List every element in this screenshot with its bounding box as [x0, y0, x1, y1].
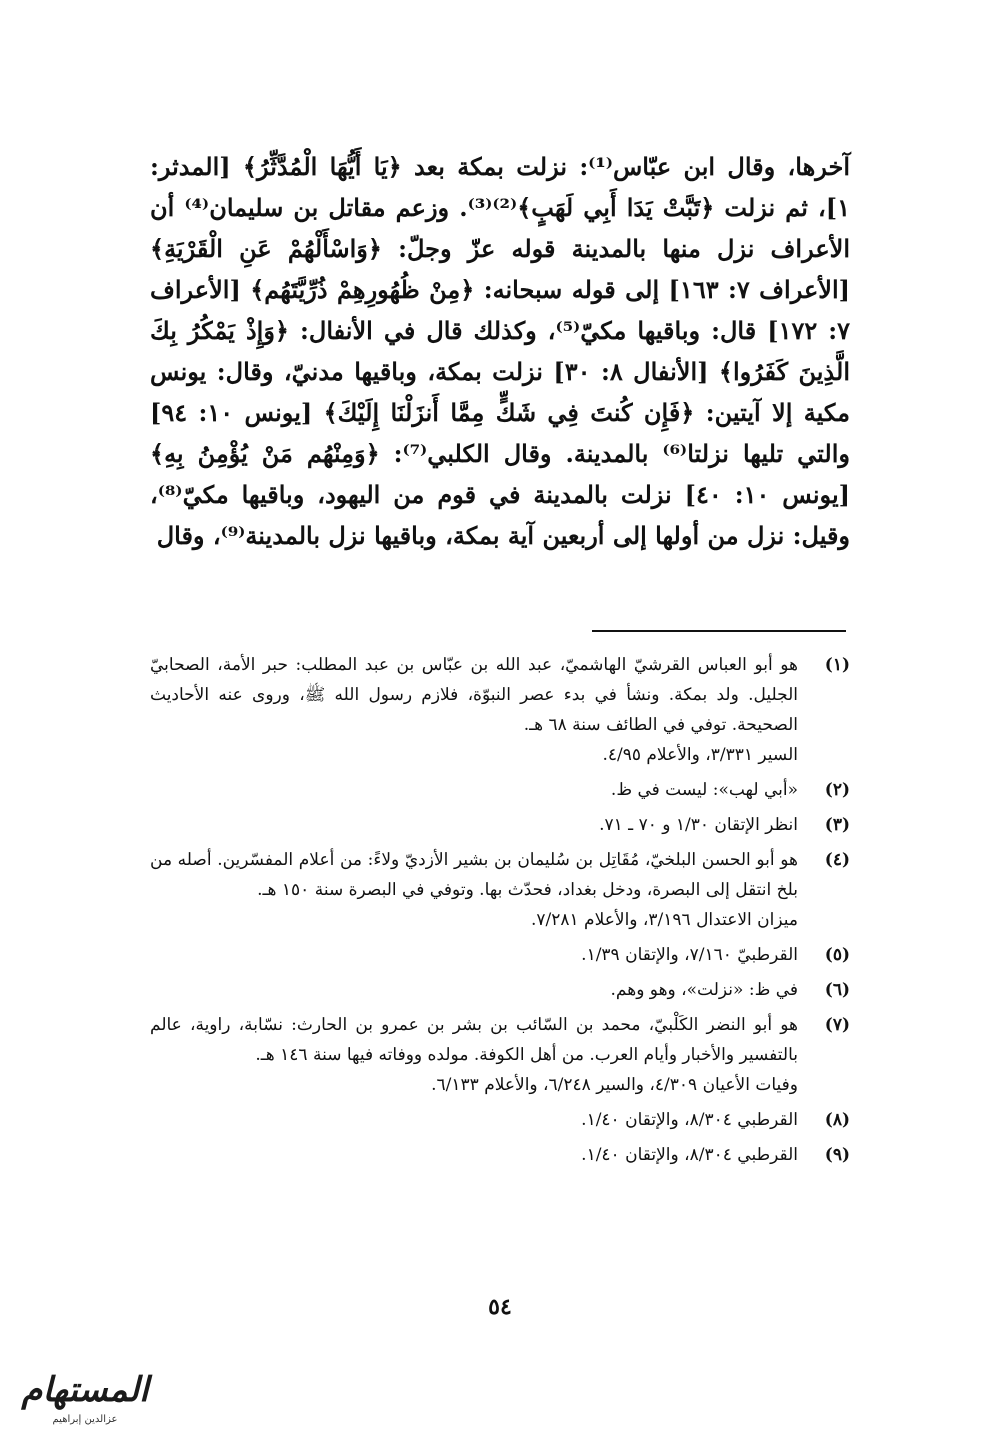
footnote-source: ميزان الاعتدال ٣/١٩٦، والأعلام ٧/٢٨١.	[530, 910, 798, 930]
footnote-8	[150, 1105, 850, 1135]
logo-calligraphy: المستهام	[21, 1370, 149, 1410]
watermark-logo	[10, 1370, 200, 1430]
main-text-block	[150, 146, 850, 556]
footnote-number: (٩)	[824, 1145, 850, 1165]
footnote-source: وفيات الأعيان ٤/٣٠٩، والسير ٦/٢٤٨، والأعلام ٦/١٣٣.	[431, 1075, 798, 1095]
footnote-text: «أبي لهب»: ليست في ظ.	[610, 780, 798, 800]
logo-subtext: عزالدين إبراهيم	[52, 1414, 118, 1425]
footnote-3	[150, 810, 850, 840]
footnote-text: هو أبو الحسن البلخيّ، مُقَاتِل بن سُليمان بن بشير الأزديّ ولاءً: من أعلام المفسّرين. أصله من بلخ انتقل إلى البصرة، ودخل بغداد، فحدّث بها. وتوفي في البصرة سنة ١٥٠ هـ.	[150, 850, 798, 900]
footnote-number: (٦)	[824, 980, 850, 1000]
footnote-number: (٨)	[824, 1110, 850, 1130]
footnote-number: (٣)	[824, 815, 850, 835]
page-number: ٥٤	[488, 1294, 512, 1320]
footnote-text: هو أبو العباس القرشيّ الهاشميّ، عبد الله بن عبّاس بن عبد المطلب: حبر الأمة، الصحابيّ الجليل. ولد بمكة. ونشأ في بدء عصر النبوّة، فلازم رسول الله ﷺ، وروى عنه الأحاديث الصحيحة. توفي في الطائف سنة ٦٨ هـ.	[150, 655, 798, 735]
footnote-text: انظر الإتقان ١/٣٠ و ٧٠ ـ ٧١.	[599, 815, 798, 835]
main-paragraph: آخرها، وقال ابن عبّاس⁽¹⁾: نزلت بمكة بعد ﴿يَا أَيُّهَا الْمُدَّثِّرُ﴾ [المدثر: ١]، ثم نزلت ﴿تَبَّتْ يَدَا أَبِي لَهَبٍ﴾⁽²⁾⁽³⁾. وزعم مقاتل بن سليمان⁽⁴⁾ أن الأعراف نزل منها بالمدينة قوله عزّ وجلّ: ﴿وَاسْأَلْهُمْ عَنِ الْقَرْيَةِ﴾ [الأعراف ٧: ١٦٣] إلى قوله سبحانه: ﴿مِنْ ظُهُورِهِمْ ذُرِّيَّتَهُم﴾ [الأعراف ٧: ١٧٢] قال: وباقيها مكيّ⁽⁵⁾، وكذلك قال في الأنفال: ﴿وَإِذْ يَمْكُرُ بِكَ الَّذِينَ كَفَرُوا﴾ [الأنفال ٨: ٣٠] نزلت بمكة، وباقيها مدنيّ، وقال: يونس مكية إلا آيتين: ﴿فَإِن كُنتَ فِي شَكٍّ مِمَّا أَنزَلْنَا إِلَيْكَ﴾ [يونس ١٠: ٩٤] والتي تليها نزلتا⁽⁶⁾ بالمدينة. وقال الكلبي⁽⁷⁾: ﴿وَمِنْهُم مَنْ يُؤْمِنُ بِهِ﴾ [يونس ١٠: ٤٠] نزلت بالمدينة في قوم من اليهود، وباقيها مكيّ⁽⁸⁾، وقيل: نزل من أولها إلى أربعين آية بمكة، وباقيها نزل بالمدينة⁽⁹⁾، وقال	[150, 152, 851, 550]
footnote-text: في ظ: «نزلت»، وهو وهم.	[610, 980, 798, 1000]
footnote-number: (٤)	[824, 850, 850, 870]
footnote-number: (٢)	[824, 780, 850, 800]
footnote-number: (١)	[824, 655, 850, 675]
footnote-7	[150, 1010, 850, 1100]
footnote-text: القرطبيّ ٧/١٦٠، والإتقان ١/٣٩.	[581, 945, 798, 965]
footnote-text: هو أبو النضر الكَلْبيّ، محمد بن السّائب بن بشر بن عمرو بن الحارث: نسّابة، راوية، عالم بالتفسير والأخبار وأيام العرب. من أهل الكوفة. مولده ووفاته فيها سنة ١٤٦ هـ.	[150, 1015, 798, 1065]
footnote-2	[150, 775, 850, 805]
footnote-6	[150, 975, 850, 1005]
footnotes-section	[150, 650, 850, 1175]
footnote-9	[150, 1140, 850, 1170]
footnote-4	[150, 845, 850, 935]
footnote-text: القرطبي ٨/٣٠٤، والإتقان ١/٤٠.	[581, 1110, 798, 1130]
footnote-separator	[592, 630, 846, 632]
footnote-source: السير ٣/٣٣١، والأعلام ٤/٩٥.	[602, 745, 798, 765]
footnote-text: القرطبي ٨/٣٠٤، والإتقان ١/٤٠.	[581, 1145, 798, 1165]
footnote-number: (٥)	[824, 945, 850, 965]
footnote-1	[150, 650, 850, 770]
footnote-number: (٧)	[824, 1015, 850, 1035]
footnote-5	[150, 940, 850, 970]
